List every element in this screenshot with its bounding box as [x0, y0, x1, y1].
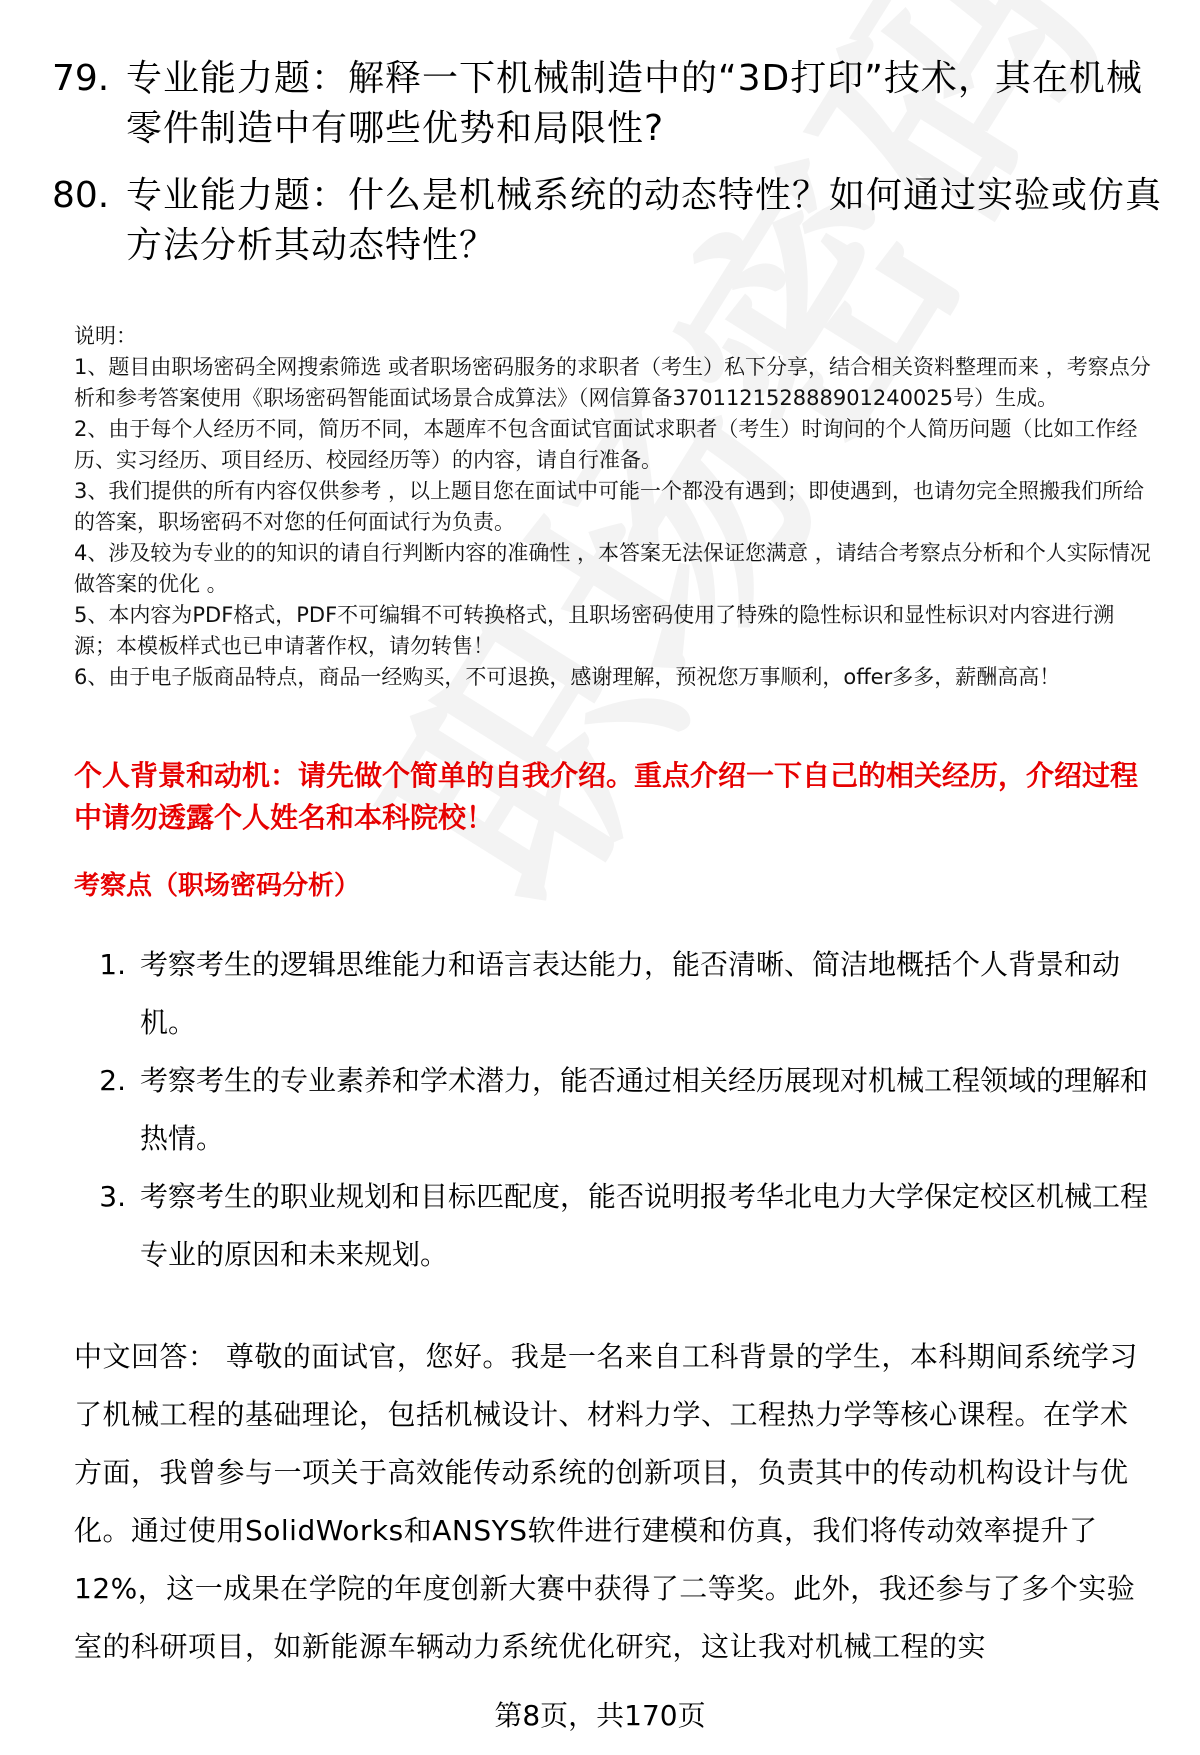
list-number: 1. — [99, 948, 126, 981]
notes-title: 说明： — [74, 324, 137, 348]
answer-text: 中文回答： 尊敬的面试官，您好。我是一名来自工科背景的学生，本科期间系统学习了机械工程的基础理论，包括机械设计、材料力学、工程热力学等核心课程。在学术方面，我曾参与一项关于高效能传动系统的创新项目，负责其中的传动机构设计与优化。通过使用SolidWorks和ANSYS软件进行建模和仿真，我们将传动效率提升了12%，这一成果在学院的年度创新大赛中获得了二等奖。此外，我还参与了多个实验室的科研项目，如新能源车辆动力系统优化研究，这让我对机械工程的实 — [74, 1340, 1138, 1663]
note-item: 6、由于电子版商品特点，商品一经购买，不可退换，感谢理解，预祝您万事顺利，offer多多，薪酬高高！ — [74, 665, 1061, 689]
list-item — [74, 1052, 1154, 1168]
list-text: 考察考生的专业素养和学术潜力，能否通过相关经历展现对机械工程领域的理解和热情。 — [140, 1064, 1149, 1155]
question-text: 专业能力题：什么是机械系统的动态特性？如何通过实验或仿真方法分析其动态特性？ — [126, 175, 1163, 266]
list-item — [74, 936, 1154, 1052]
list-text: 考察考生的职业规划和目标匹配度，能否说明报考华北电力大学保定校区机械工程专业的原因和未来规划。 — [140, 1180, 1149, 1271]
note-item: 3、我们提供的所有内容仅供参考 ，以上题目您在面试中可能一个都没有遇到；即使遇到，也请勿完全照搬我们所给的答案，职场密码不对您的任何面试行为负责。 — [74, 479, 1145, 534]
question-number: 80. — [52, 175, 110, 216]
interview-question: 个人背景和动机：请先做个简单的自我介绍。重点介绍一下自己的相关经历，介绍过程中请勿透露个人姓名和本科院校！ — [74, 759, 1139, 834]
note-item: 2、由于每个人经历不同，简历不同，本题库不包含面试官面试求职者（考生）时询问的个人简历问题（比如工作经历、实习经历、项目经历、校园经历等）的内容，请自行准备。 — [74, 417, 1138, 472]
page-footer: 第8页，共170页 — [494, 1699, 706, 1732]
question-text: 专业能力题：解释一下机械制造中的“3D打印”技术，其在机械零件制造中有哪些优势和局限性? — [126, 58, 1143, 149]
question-79 — [52, 54, 1162, 154]
note-item: 4、涉及较为专业的的知识的请自行判断内容的准确性 ，本答案无法保证您满意 ，请结合考察点分析和个人实际情况做答案的优化 。 — [74, 541, 1151, 596]
question-number: 79. — [52, 58, 110, 99]
analysis-points — [74, 936, 1154, 1284]
list-number: 3. — [99, 1180, 126, 1213]
disclaimer-notes — [74, 321, 1154, 693]
note-item: 5、本内容为PDF格式，PDF不可编辑不可转换格式，且职场密码使用了特殊的隐性标识和显性标识对内容进行溯源；本模板样式也已申请著作权，请勿转售！ — [74, 603, 1115, 658]
question-80 — [52, 171, 1162, 271]
list-number: 2. — [99, 1064, 126, 1097]
list-text: 考察考生的逻辑思维能力和语言表达能力，能否清晰、简洁地概括个人背景和动机。 — [140, 948, 1121, 1039]
analysis-heading: 考察点（职场密码分析） — [74, 871, 361, 901]
note-item: 1、题目由职场密码全网搜索筛选 或者职场密码服务的求职者（考生）私下分享，结合相关资料整理而来 ，考察点分析和参考答案使用《职场密码智能面试场景合成算法》（网信算备370112152888901240025号）生成。 — [74, 355, 1151, 410]
list-item — [74, 1168, 1154, 1284]
